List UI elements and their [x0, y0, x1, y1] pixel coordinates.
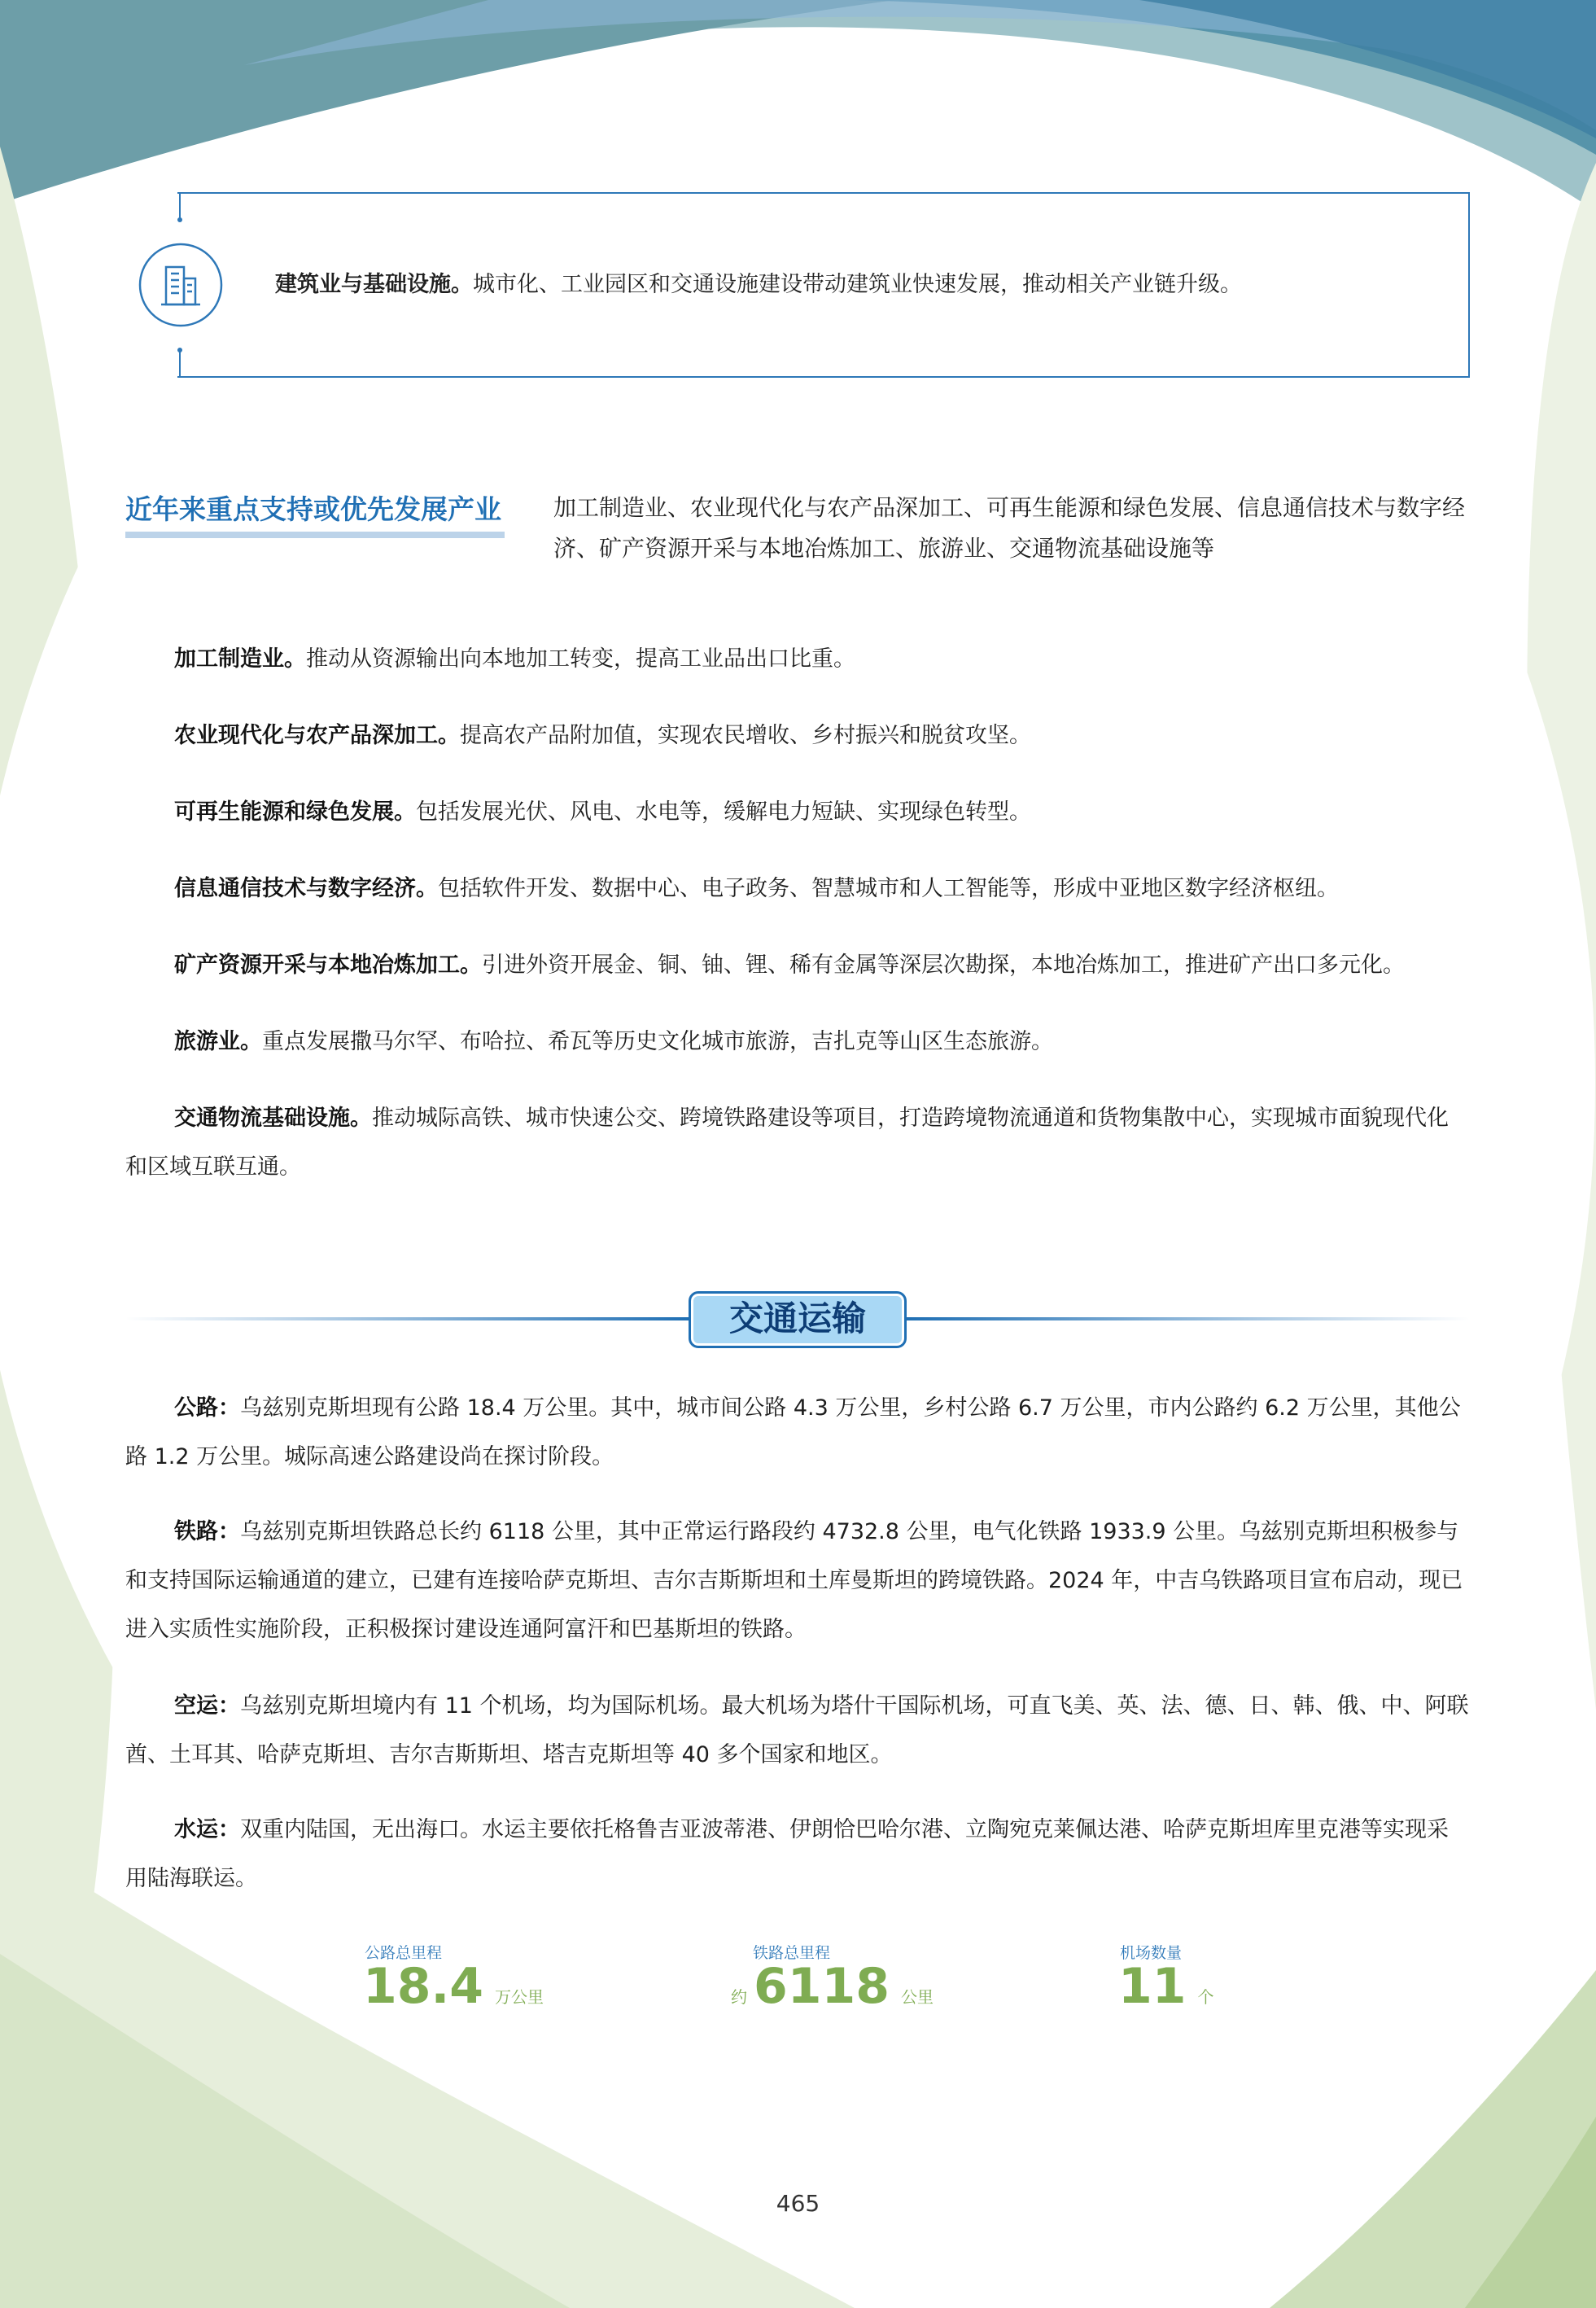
transport-paragraph — [125, 1508, 1470, 1654]
industry-paragraph — [125, 1018, 1470, 1066]
stat-unit: 万公里 — [495, 1987, 544, 2007]
transport-title: 铁路： — [174, 1519, 240, 1544]
stat-airports — [1118, 1958, 1214, 2015]
industry-title: 加工制造业。 — [174, 646, 306, 672]
priority-industries-text: 加工制造业、农业现代化与农产品深加工、可再生能源和绿色发展、信息通信技术与数字经济、矿产资源开采与本地冶炼加工、旅游业、交通物流基础设施等 — [553, 494, 1466, 562]
stat-prefix: 约 — [731, 1987, 747, 2007]
section-divider-right — [907, 1317, 1470, 1320]
transport-title: 空运： — [174, 1693, 240, 1719]
stat-value: 18.4 — [363, 1958, 484, 2015]
transport-text: 乌兹别克斯坦铁路总长约 6118 公里，其中正常运行路段约 4732.8 公里，电气化铁路 1933.9 公里。乌兹别克斯坦积极参与和支持国际运输通道的建立，已建有连接哈萨克斯坦、吉尔吉斯斯坦和土库曼斯坦的跨境铁路。2024 年，中吉乌铁路项目宣布启动，现已进入实质性实施阶段，正积极探讨建设连通阿富汗和巴基斯坦的铁路。 — [125, 1519, 1463, 1642]
callout-text — [275, 269, 1242, 301]
callout-title: 建筑业与基础设施。 — [275, 272, 473, 297]
industry-paragraph — [125, 788, 1470, 837]
transport-title: 水运： — [174, 1817, 240, 1842]
transport-paragraph — [125, 1682, 1470, 1780]
industry-paragraph — [125, 635, 1470, 684]
transport-text: 双重内陆国，无出海口。水运主要依托格鲁吉亚波蒂港、伊朗恰巴哈尔港、立陶宛克莱佩达港、哈萨克斯坦库里克港等实现采用陆海联运。 — [125, 1817, 1449, 1891]
callout-body: 城市化、工业园区和交通设施建设带动建筑业快速发展，推动相关产业链升级。 — [473, 272, 1242, 297]
industry-text: 包括发展光伏、风电、水电等，缓解电力短缺、实现绿色转型。 — [416, 799, 1031, 825]
priority-industries-label: 近年来重点支持或优先发展产业 — [125, 488, 505, 538]
stat-label-road: 公路总里程 — [365, 1944, 443, 1962]
transport-text: 乌兹别克斯坦境内有 11 个机场，均为国际机场。最大机场为塔什干国际机场，可直飞美、英、法、德、日、韩、俄、中、阿联酋、土耳其、哈萨克斯坦、吉尔吉斯斯坦、塔吉克斯坦等 40 多个国家和地区。 — [125, 1693, 1469, 1767]
transport-title: 公路： — [174, 1395, 240, 1421]
industry-text: 包括软件开发、数据中心、电子政务、智慧城市和人工智能等，形成中亚地区数字经济枢纽。 — [438, 876, 1339, 901]
stat-unit: 公里 — [901, 1987, 934, 2007]
stat-rail — [731, 1958, 934, 2015]
stat-label-rail: 铁路总里程 — [753, 1944, 831, 1962]
industry-title: 交通物流基础设施。 — [174, 1106, 372, 1131]
industry-text: 推动城际高铁、城市快速公交、跨境铁路建设等项目，打造跨境物流通道和货物集散中心，实现城市面貌现代化和区域互联互通。 — [125, 1106, 1449, 1180]
industry-title: 矿产资源开采与本地冶炼加工。 — [174, 953, 482, 978]
section-divider-left — [125, 1317, 689, 1320]
industry-text: 提高农产品附加值，实现农民增收、乡村振兴和脱贫攻坚。 — [460, 723, 1031, 748]
industry-text: 重点发展撒马尔罕、布哈拉、希瓦等历史文化城市旅游，吉扎克等山区生态旅游。 — [262, 1029, 1053, 1054]
stat-label-airports: 机场数量 — [1120, 1944, 1183, 1962]
industry-paragraph — [125, 1094, 1470, 1192]
industry-text: 推动从资源输出向本地加工转变，提高工业品出口比重。 — [306, 646, 855, 672]
industry-title: 农业现代化与农产品深加工。 — [174, 723, 460, 748]
stat-unit: 个 — [1197, 1987, 1214, 2007]
transport-text: 乌兹别克斯坦现有公路 18.4 万公里。其中，城市间公路 4.3 万公里，乡村公路 6.7 万公里，市内公路约 6.2 万公里，其他公路 1.2 万公里。城际高速公路建设尚在探讨阶段。 — [125, 1395, 1461, 1469]
industry-title: 可再生能源和绿色发展。 — [174, 799, 416, 825]
building-icon — [138, 243, 223, 327]
stat-value: 6118 — [754, 1958, 890, 2015]
industry-text: 引进外资开展金、铜、铀、锂、稀有金属等深层次勘探，本地冶炼加工，推进矿产出口多元化。 — [482, 953, 1405, 978]
industry-paragraph — [125, 712, 1470, 760]
stat-road — [363, 1958, 544, 2015]
page-number: 465 — [776, 2190, 820, 2217]
stat-value: 11 — [1118, 1958, 1187, 2015]
transport-paragraph — [125, 1384, 1470, 1482]
section-title-transport: 交通运输 — [689, 1291, 907, 1348]
transport-paragraph — [125, 1806, 1470, 1903]
industry-title: 旅游业。 — [174, 1029, 262, 1054]
industry-title: 信息通信技术与数字经济。 — [174, 876, 438, 901]
industry-paragraph — [125, 941, 1470, 990]
industry-paragraph — [125, 865, 1470, 913]
